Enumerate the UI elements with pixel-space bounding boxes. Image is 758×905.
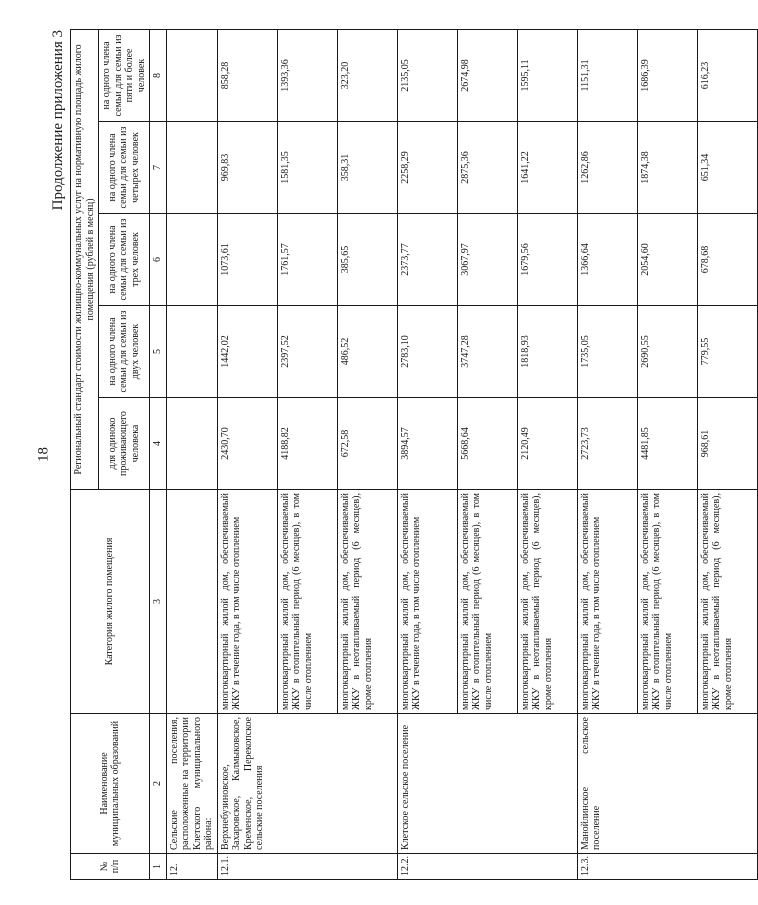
header-no: № п/п: [71, 854, 150, 880]
header-col4: для одиноко проживающего человека: [99, 398, 150, 490]
section-no: 12.2.: [397, 854, 577, 880]
value-cell: 779,55: [697, 306, 757, 398]
col-number: 8: [150, 29, 167, 121]
value-cell: 486,52: [337, 306, 397, 398]
category-cell: многоквартирный жилой дом, обеспечиваемый ЖКУ в отопительный период (6 месяцев), в том числе отоплением: [277, 490, 337, 714]
section-no: 12.1.: [217, 854, 397, 880]
value-cell: 2120,49: [517, 398, 577, 490]
section-no: 12.3.: [577, 854, 757, 880]
page-number: 18: [35, 447, 52, 462]
group-name: Сельские поселения, расположенные на территории Клетского муниципального района:: [166, 714, 217, 854]
value-cell: 858,28: [217, 29, 277, 121]
value-cell: 3067,97: [457, 214, 517, 306]
value-cell: 651,34: [697, 122, 757, 214]
column-numbers-row: [150, 29, 167, 879]
col-number: 4: [150, 398, 167, 490]
value-cell: 1393,36: [277, 29, 337, 121]
value-cell: 1874,38: [637, 122, 697, 214]
table-row: [397, 29, 457, 879]
group-row: [166, 29, 217, 879]
header-col5: на одного члена семьи для семьи из двух человек: [99, 306, 150, 398]
section-name: Верхнебузиновское, Захаровское, Калмыковское, Кременское, Перекопское сельские поселения: [217, 714, 397, 854]
category-cell: многоквартирный жилой дом, обеспечиваемый ЖКУ в течение года, в том числе отоплением: [577, 490, 637, 714]
header-category: Категория жилого помещения: [71, 490, 150, 714]
value-cell: 1679,56: [517, 214, 577, 306]
annex-title: Продолжение приложения 3: [50, 30, 66, 211]
category-cell: многоквартирный жилой дом, обеспечиваемый ЖКУ в неотапливаемый период (6 месяцев), кроме отопления: [337, 490, 397, 714]
category-cell: многоквартирный жилой дом, обеспечиваемый ЖКУ в неотапливаемый период (6 месяцев), кроме отопления: [697, 490, 757, 714]
value-cell: 1262,86: [577, 122, 637, 214]
col-number: 3: [150, 490, 167, 714]
housing-cost-table: [70, 29, 758, 880]
category-cell: многоквартирный жилой дом, обеспечиваемый ЖКУ в неотапливаемый период (6 месяцев), кроме отопления: [517, 490, 577, 714]
category-cell: многоквартирный жилой дом, обеспечиваемый ЖКУ в течение года, в том числе отоплением: [217, 490, 277, 714]
value-cell: 1761,57: [277, 214, 337, 306]
section-name: Клетское сельское поселение: [397, 714, 577, 854]
value-cell: 2135,05: [397, 29, 457, 121]
value-cell: 672,58: [337, 398, 397, 490]
value-cell: 5668,64: [457, 398, 517, 490]
col-number: 1: [150, 854, 167, 880]
value-cell: 4481,85: [637, 398, 697, 490]
value-cell: 1581,35: [277, 122, 337, 214]
col-number: 7: [150, 122, 167, 214]
value-cell: 4188,82: [277, 398, 337, 490]
header-col6: на одного члена семьи для семьи из трех человек: [99, 214, 150, 306]
value-cell: 1073,61: [217, 214, 277, 306]
value-cell: 385,65: [337, 214, 397, 306]
value-cell: 1818,93: [517, 306, 577, 398]
value-cell: 323,20: [337, 29, 397, 121]
col-number: 6: [150, 214, 167, 306]
value-cell: 969,83: [217, 122, 277, 214]
category-cell: многоквартирный жилой дом, обеспечиваемый ЖКУ в отопительный период (6 месяцев), в том числе отоплением: [457, 490, 517, 714]
table-row: [217, 29, 277, 879]
header-standard: Региональный стандарт стоимости жилищно-коммунальных услуг на нормативную площадь жилого помещения (рублей в месяц): [71, 29, 99, 489]
value-cell: 358,31: [337, 122, 397, 214]
value-cell: 2875,36: [457, 122, 517, 214]
header-col7: на одного члена семьи для семьи из четырех человек: [99, 122, 150, 214]
value-cell: 2690,55: [637, 306, 697, 398]
value-cell: 2723,73: [577, 398, 637, 490]
value-cell: 2373,77: [397, 214, 457, 306]
group-no: 12.: [166, 854, 217, 880]
value-cell: 2674,98: [457, 29, 517, 121]
value-cell: 2258,29: [397, 122, 457, 214]
col-number: 2: [150, 714, 167, 854]
category-cell: многоквартирный жилой дом, обеспечиваемый ЖКУ в отопительный период (6 месяцев), в том числе отоплением: [637, 490, 697, 714]
table-row: [577, 29, 637, 879]
value-cell: 968,61: [697, 398, 757, 490]
rotated-page: [50, 30, 734, 880]
value-cell: 3894,57: [397, 398, 457, 490]
value-cell: 1151,31: [577, 29, 637, 121]
value-cell: 2430,70: [217, 398, 277, 490]
value-cell: 2397,52: [277, 306, 337, 398]
value-cell: 1735,05: [577, 306, 637, 398]
value-cell: 1595,11: [517, 29, 577, 121]
header-municipality: Наименование муниципальных образований: [71, 714, 150, 854]
value-cell: 2783,10: [397, 306, 457, 398]
category-cell: многоквартирный жилой дом, обеспечиваемый ЖКУ в течение года, в том числе отоплением: [397, 490, 457, 714]
value-cell: 3747,28: [457, 306, 517, 398]
value-cell: 1686,39: [637, 29, 697, 121]
value-cell: 2054,60: [637, 214, 697, 306]
header-col8: на одного члена семьи для семьи из пяти и более человек: [99, 29, 150, 121]
section-name: Манойлинское сельское поселение: [577, 714, 757, 854]
value-cell: 678,68: [697, 214, 757, 306]
value-cell: 1641,22: [517, 122, 577, 214]
value-cell: 1366,64: [577, 214, 637, 306]
col-number: 5: [150, 306, 167, 398]
value-cell: 616,23: [697, 29, 757, 121]
value-cell: 1442,02: [217, 306, 277, 398]
